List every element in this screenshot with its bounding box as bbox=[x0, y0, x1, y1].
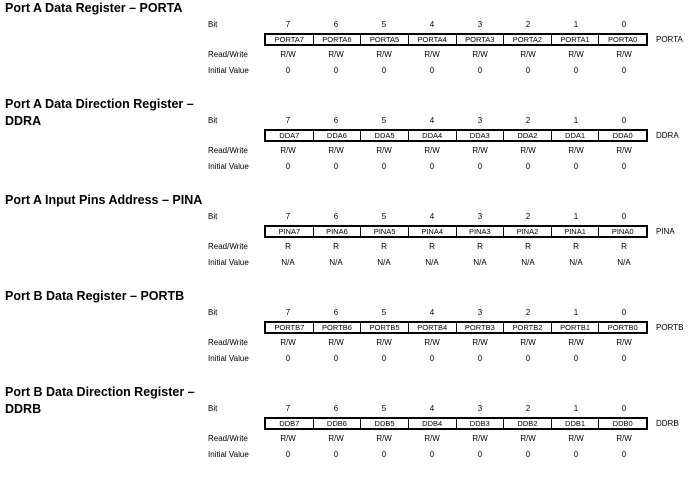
bit-name-cell: DDB4 bbox=[408, 419, 456, 428]
register-name: PINA bbox=[656, 227, 675, 236]
initial-value: N/A bbox=[569, 258, 583, 267]
read-write-row-label: Read/Write bbox=[208, 50, 248, 59]
access-value: R/W bbox=[424, 434, 440, 443]
bit-number-row bbox=[264, 20, 648, 30]
bit-number: 3 bbox=[477, 116, 483, 125]
initial-value: N/A bbox=[521, 258, 535, 267]
bit-number: 0 bbox=[621, 308, 627, 317]
register-bit-box bbox=[264, 129, 648, 142]
access-value: R/W bbox=[472, 338, 488, 347]
initial-value-row bbox=[264, 354, 648, 364]
initial-value-row-label: Initial Value bbox=[208, 162, 249, 171]
bit-name-cell: DDB7 bbox=[279, 419, 300, 428]
access-value: R/W bbox=[616, 434, 632, 443]
bit-number: 7 bbox=[285, 20, 291, 29]
bit-number: 1 bbox=[573, 20, 579, 29]
register-bit-box bbox=[264, 321, 648, 334]
access-value: R bbox=[333, 242, 339, 251]
initial-value: 0 bbox=[573, 66, 579, 75]
bit-number: 7 bbox=[285, 212, 291, 221]
bit-number: 0 bbox=[621, 20, 627, 29]
initial-value: 0 bbox=[525, 66, 531, 75]
bit-name-cell: DDA0 bbox=[598, 131, 646, 140]
bit-name-cell: PORTA2 bbox=[503, 35, 551, 44]
bit-number: 1 bbox=[573, 308, 579, 317]
initial-value-row-label: Initial Value bbox=[208, 354, 249, 363]
access-value: R/W bbox=[520, 338, 536, 347]
register-title: Port A Input Pins Address – PINA bbox=[5, 193, 203, 207]
bit-name-cell: PORTB3 bbox=[456, 323, 504, 332]
access-value: R/W bbox=[424, 146, 440, 155]
access-value: R/W bbox=[568, 50, 584, 59]
bit-number: 3 bbox=[477, 404, 483, 413]
bit-name-cell: PORTA5 bbox=[360, 35, 408, 44]
access-value: R bbox=[429, 242, 435, 251]
register-title: Port B Data Direction Register – DDRB bbox=[5, 385, 195, 416]
bit-name-cell: DDB3 bbox=[456, 419, 504, 428]
access-value: R/W bbox=[424, 50, 440, 59]
bit-number-row bbox=[264, 212, 648, 222]
access-value: R/W bbox=[376, 146, 392, 155]
initial-value: 0 bbox=[477, 450, 483, 459]
bit-row-label: Bit bbox=[208, 308, 218, 317]
bit-name-cell: PORTA0 bbox=[598, 35, 646, 44]
initial-value: N/A bbox=[425, 258, 439, 267]
initial-value: 0 bbox=[525, 162, 531, 171]
bit-number: 2 bbox=[525, 308, 531, 317]
initial-value-row bbox=[264, 162, 648, 172]
bit-number: 6 bbox=[333, 20, 339, 29]
bit-number: 0 bbox=[621, 404, 627, 413]
initial-value: 0 bbox=[477, 66, 483, 75]
register-bit-box bbox=[264, 33, 648, 46]
bit-number: 2 bbox=[525, 212, 531, 221]
initial-value: 0 bbox=[429, 450, 435, 459]
initial-value: 0 bbox=[525, 354, 531, 363]
access-value: R/W bbox=[280, 338, 296, 347]
access-value: R bbox=[381, 242, 387, 251]
register-section-portb bbox=[0, 288, 694, 381]
register-section-porta bbox=[0, 0, 694, 93]
register-title: Port A Data Register – PORTA bbox=[5, 1, 183, 15]
initial-value: 0 bbox=[333, 450, 339, 459]
bit-name-cell: PORTB5 bbox=[360, 323, 408, 332]
bit-name-cell: PINA4 bbox=[408, 227, 456, 236]
bit-number: 5 bbox=[381, 308, 387, 317]
bit-number: 0 bbox=[621, 212, 627, 221]
access-value: R/W bbox=[424, 338, 440, 347]
initial-value: 0 bbox=[621, 162, 627, 171]
bit-number: 7 bbox=[285, 116, 291, 125]
initial-value: 0 bbox=[477, 162, 483, 171]
bit-number: 3 bbox=[477, 20, 483, 29]
initial-value: 0 bbox=[573, 450, 579, 459]
initial-value: N/A bbox=[473, 258, 487, 267]
bit-name-cell: PINA3 bbox=[456, 227, 504, 236]
bit-name-cell: PINA7 bbox=[278, 227, 301, 236]
read-write-row bbox=[264, 146, 648, 156]
bit-name-cell: DDA4 bbox=[408, 131, 456, 140]
access-value: R/W bbox=[520, 146, 536, 155]
bit-row-label: Bit bbox=[208, 212, 218, 221]
initial-value: N/A bbox=[329, 258, 343, 267]
initial-value-row-label: Initial Value bbox=[208, 258, 249, 267]
bit-name-cell: DDA6 bbox=[313, 131, 361, 140]
initial-value: 0 bbox=[333, 162, 339, 171]
bit-number: 2 bbox=[525, 20, 531, 29]
initial-value: 0 bbox=[429, 354, 435, 363]
initial-value: 0 bbox=[285, 450, 291, 459]
bit-number: 3 bbox=[477, 308, 483, 317]
initial-value-row bbox=[264, 450, 648, 460]
initial-value-row bbox=[264, 66, 648, 76]
initial-value: 0 bbox=[429, 66, 435, 75]
register-bit-box bbox=[264, 417, 648, 430]
bit-name-cell: PORTB7 bbox=[274, 323, 305, 332]
register-section-pina bbox=[0, 192, 694, 285]
read-write-row bbox=[264, 50, 648, 60]
access-value: R/W bbox=[376, 50, 392, 59]
bit-name-cell: PORTB1 bbox=[551, 323, 599, 332]
bit-number: 4 bbox=[429, 116, 435, 125]
bit-name-cell: DDA2 bbox=[503, 131, 551, 140]
bit-number: 7 bbox=[285, 404, 291, 413]
initial-value: 0 bbox=[573, 162, 579, 171]
initial-value: 0 bbox=[621, 354, 627, 363]
bit-name-cell: PINA0 bbox=[598, 227, 646, 236]
read-write-row bbox=[264, 242, 648, 252]
bit-number: 6 bbox=[333, 116, 339, 125]
initial-value: 0 bbox=[621, 66, 627, 75]
access-value: R/W bbox=[376, 338, 392, 347]
bit-number: 5 bbox=[381, 116, 387, 125]
bit-name-cell: PORTB6 bbox=[313, 323, 361, 332]
initial-value-row bbox=[264, 258, 648, 268]
initial-value: 0 bbox=[381, 162, 387, 171]
access-value: R/W bbox=[328, 146, 344, 155]
access-value: R/W bbox=[568, 338, 584, 347]
access-value: R/W bbox=[616, 50, 632, 59]
register-section-ddra bbox=[0, 96, 694, 189]
bit-number: 4 bbox=[429, 212, 435, 221]
register-title: Port A Data Direction Register – DDRA bbox=[5, 97, 194, 128]
register-title: Port B Data Register – PORTB bbox=[5, 289, 185, 303]
bit-number: 6 bbox=[333, 212, 339, 221]
register-bit-box bbox=[264, 225, 648, 238]
access-value: R/W bbox=[376, 434, 392, 443]
bit-number-row bbox=[264, 308, 648, 318]
bit-number: 4 bbox=[429, 404, 435, 413]
register-section-ddrb bbox=[0, 384, 694, 477]
bit-name-cell: DDA7 bbox=[279, 131, 300, 140]
bit-number: 1 bbox=[573, 404, 579, 413]
access-value: R bbox=[573, 242, 579, 251]
initial-value: 0 bbox=[621, 450, 627, 459]
bit-name-cell: PINA1 bbox=[551, 227, 599, 236]
access-value: R/W bbox=[520, 434, 536, 443]
bit-number: 1 bbox=[573, 116, 579, 125]
initial-value: 0 bbox=[573, 354, 579, 363]
bit-number: 6 bbox=[333, 308, 339, 317]
register-name: PORTB bbox=[656, 323, 684, 332]
initial-value: 0 bbox=[333, 66, 339, 75]
bit-name-cell: PINA6 bbox=[313, 227, 361, 236]
access-value: R/W bbox=[472, 146, 488, 155]
access-value: R/W bbox=[616, 146, 632, 155]
read-write-row-label: Read/Write bbox=[208, 242, 248, 251]
bit-number-row bbox=[264, 116, 648, 126]
initial-value: 0 bbox=[525, 450, 531, 459]
bit-name-cell: PORTB0 bbox=[598, 323, 646, 332]
bit-name-cell: PORTA6 bbox=[313, 35, 361, 44]
read-write-row-label: Read/Write bbox=[208, 434, 248, 443]
initial-value: N/A bbox=[281, 258, 295, 267]
read-write-row bbox=[264, 338, 648, 348]
access-value: R/W bbox=[472, 434, 488, 443]
bit-row-label: Bit bbox=[208, 20, 218, 29]
bit-number: 4 bbox=[429, 308, 435, 317]
access-value: R/W bbox=[328, 50, 344, 59]
bit-number-row bbox=[264, 404, 648, 414]
bit-number: 7 bbox=[285, 308, 291, 317]
bit-row-label: Bit bbox=[208, 116, 218, 125]
initial-value: 0 bbox=[477, 354, 483, 363]
bit-name-cell: DDA5 bbox=[360, 131, 408, 140]
access-value: R/W bbox=[328, 338, 344, 347]
initial-value: 0 bbox=[285, 162, 291, 171]
bit-name-cell: DDA1 bbox=[551, 131, 599, 140]
access-value: R/W bbox=[328, 434, 344, 443]
bit-name-cell: PINA2 bbox=[503, 227, 551, 236]
bit-row-label: Bit bbox=[208, 404, 218, 413]
access-value: R/W bbox=[472, 50, 488, 59]
access-value: R bbox=[525, 242, 531, 251]
bit-number: 3 bbox=[477, 212, 483, 221]
access-value: R bbox=[477, 242, 483, 251]
bit-number: 1 bbox=[573, 212, 579, 221]
bit-name-cell: PORTA3 bbox=[456, 35, 504, 44]
bit-number: 6 bbox=[333, 404, 339, 413]
bit-name-cell: PINA5 bbox=[360, 227, 408, 236]
bit-name-cell: PORTB2 bbox=[503, 323, 551, 332]
bit-name-cell: PORTA1 bbox=[551, 35, 599, 44]
register-name: DDRA bbox=[656, 131, 679, 140]
access-value: R/W bbox=[280, 434, 296, 443]
initial-value-row-label: Initial Value bbox=[208, 450, 249, 459]
bit-name-cell: DDA3 bbox=[456, 131, 504, 140]
access-value: R/W bbox=[568, 434, 584, 443]
bit-name-cell: DDB2 bbox=[503, 419, 551, 428]
bit-number: 2 bbox=[525, 116, 531, 125]
bit-number: 0 bbox=[621, 116, 627, 125]
bit-name-cell: DDB5 bbox=[360, 419, 408, 428]
access-value: R/W bbox=[520, 50, 536, 59]
initial-value-row-label: Initial Value bbox=[208, 66, 249, 75]
initial-value: 0 bbox=[381, 450, 387, 459]
read-write-row-label: Read/Write bbox=[208, 146, 248, 155]
bit-name-cell: DDB0 bbox=[598, 419, 646, 428]
initial-value: 0 bbox=[381, 354, 387, 363]
register-name: DDRB bbox=[656, 419, 679, 428]
access-value: R bbox=[285, 242, 291, 251]
register-name: PORTA bbox=[656, 35, 683, 44]
bit-number: 5 bbox=[381, 404, 387, 413]
bit-number: 5 bbox=[381, 212, 387, 221]
bit-number: 5 bbox=[381, 20, 387, 29]
initial-value: N/A bbox=[377, 258, 391, 267]
initial-value: 0 bbox=[285, 66, 291, 75]
access-value: R/W bbox=[280, 146, 296, 155]
bit-name-cell: PORTA4 bbox=[408, 35, 456, 44]
access-value: R/W bbox=[616, 338, 632, 347]
bit-name-cell: PORTB4 bbox=[408, 323, 456, 332]
initial-value: 0 bbox=[333, 354, 339, 363]
bit-name-cell: DDB6 bbox=[313, 419, 361, 428]
read-write-row-label: Read/Write bbox=[208, 338, 248, 347]
bit-name-cell: DDB1 bbox=[551, 419, 599, 428]
initial-value: 0 bbox=[429, 162, 435, 171]
bit-number: 4 bbox=[429, 20, 435, 29]
access-value: R/W bbox=[280, 50, 296, 59]
bit-number: 2 bbox=[525, 404, 531, 413]
bit-name-cell: PORTA7 bbox=[274, 35, 304, 44]
read-write-row bbox=[264, 434, 648, 444]
access-value: R/W bbox=[568, 146, 584, 155]
initial-value: 0 bbox=[285, 354, 291, 363]
initial-value: N/A bbox=[617, 258, 631, 267]
initial-value: 0 bbox=[381, 66, 387, 75]
access-value: R bbox=[621, 242, 627, 251]
